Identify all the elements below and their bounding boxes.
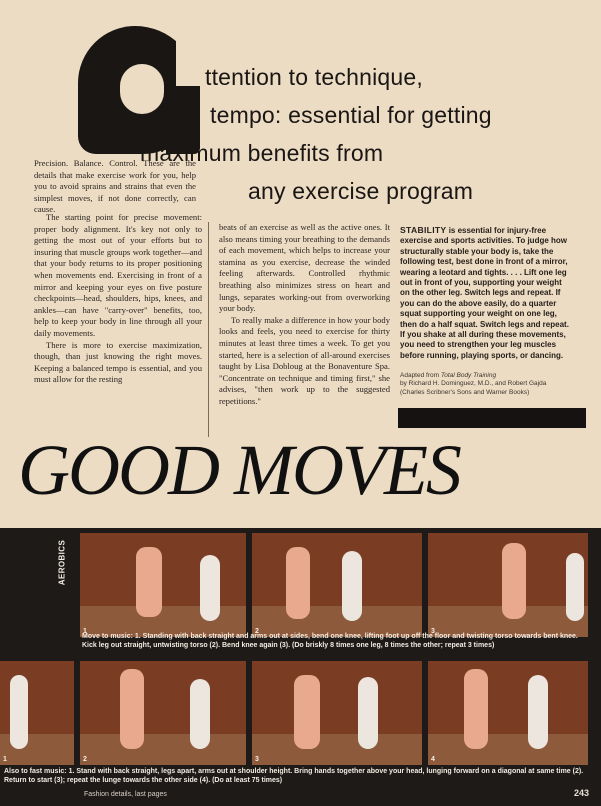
exercise-photo-bottom-4: [428, 661, 588, 765]
caption-top-row: Move to music: 1. Standing with back straight and arms out at sides, bend one knee, lifting foot up off the floor and twisting torso towards bent knee. Kick leg out straight, untwisting torso (2). Bend knee again (3). (Do briskly 8 times one leg, 8 times the other; repeat 3 times): [82, 633, 578, 650]
page-number: 243: [574, 788, 590, 798]
stability-sidebar: [400, 225, 570, 361]
photo-number: 2: [255, 628, 259, 635]
caption-bottom-row: Also to fast music: 1. Stand with back straight, legs apart, arms out at shoulder height. Bring hands together above your head, lunging forward on a diagonal at same time (2). Return to start (3); repeat the lunge towards the other side (4). (Do at least 75 times): [4, 768, 584, 785]
decorative-black-bar: [398, 408, 586, 428]
body-column-1: [34, 212, 202, 386]
exercise-photo-top-2: [252, 533, 422, 637]
photo-number: 2: [83, 756, 87, 763]
headline-line-4: any exercise program: [248, 178, 474, 204]
credit-book-title: Total Body Training: [440, 372, 497, 379]
photo-number: 1: [3, 756, 7, 763]
credit-publisher: (Charles Scribner's Sons and Warner Books): [400, 388, 530, 396]
body-column-1-intro: [34, 158, 196, 216]
section-label: AEROBICS: [57, 539, 67, 586]
column-divider: [208, 222, 209, 437]
exercise-photo-bottom-3: [252, 661, 422, 765]
photo-number: 3: [255, 756, 259, 763]
exercise-photo-top-3: [428, 533, 588, 637]
credit-prefix: Adapted from: [400, 372, 441, 379]
footer-note: Fashion details, last pages: [84, 791, 167, 798]
body-paragraph-5: To really make a difference in how your body looks and feels, you need to exercise for thirty minutes at least three times a week. To get you started, here is a selection of all-around exercises taught by Lisa Dobloug at the Bonaventure Spa. "Concentrate on technique and timing first," she advises, "then work up to the suggested repetitions.": [219, 314, 390, 406]
body-paragraph-2: The starting point for precise movement: proper body alignment. It's key not only to getting the most out of your efforts but to insuring that muscle groups work together—and that your body returns to its proper positioning when movements end. Exercising in front of a mirror and keeping your eyes on five posture checkpoints—head, shoulders, hips, knees, and ankles—can have "carry-over" benefits, too, help to keep your body in line through all your daily movements.: [34, 212, 202, 338]
photo-number: 1: [83, 628, 87, 635]
body-column-2: [219, 222, 390, 408]
exercise-photo-bottom-2: [80, 661, 246, 765]
photo-number: 3: [431, 628, 435, 635]
section-label-vertical: [55, 534, 69, 600]
drop-cap-a-logo: [78, 26, 198, 154]
exercise-photo-top-1: [80, 533, 246, 637]
body-paragraph-3: There is more to exercise maximization, though, than just knowing the right moves. Keeping a balanced tempo is essential, and you must allow for the resting: [34, 339, 202, 385]
photo-number: 4: [431, 756, 435, 763]
exercise-photo-bottom-1: [0, 661, 74, 765]
headline-line-3: maximum benefits from: [140, 140, 384, 166]
section-title: GOOD MOVES: [18, 430, 460, 510]
body-paragraph-4: beats of an exercise as well as the active ones. It also means timing your breathing to the demands of each movement, which helps to increase your stamina as you exercise, decrease the winded feeling afterwards. Controlled rhythmic breathing also minimizes stress on heart and lungs, separates working-out from overworking your body.: [219, 222, 390, 314]
book-credit: [400, 372, 580, 397]
stability-keyword: STABILITY: [400, 225, 447, 235]
headline-line-1: ttention to technique,: [205, 64, 423, 90]
stability-text: is essential for injury-free exercise and sports activities. To judge how structurally stable your body is, take the following test, best done in front of a mirror, wearing a leotard and tights. . . . Lift one leg out in front of you, supporting your weight on the other leg. Switch legs and repeat. If you can do the above easily, do a quarter squat supporting your weight on one leg, then do a half squat. Switch legs and repeat. If you shake at all during these movements, you need to strengthen your leg muscles before running, playing sports, or dancing.: [400, 226, 569, 360]
headline-line-2: tempo: essential for getting: [210, 102, 492, 128]
credit-authors: by Richard H. Dominguez, M.D., and Robert Gajda: [400, 380, 547, 388]
body-paragraph-1: Precision. Balance. Control. These are the details that make exercise work for you, help you to avoid sprains and strains that even the simplest moves, if not done correctly, can cause.: [34, 158, 196, 215]
